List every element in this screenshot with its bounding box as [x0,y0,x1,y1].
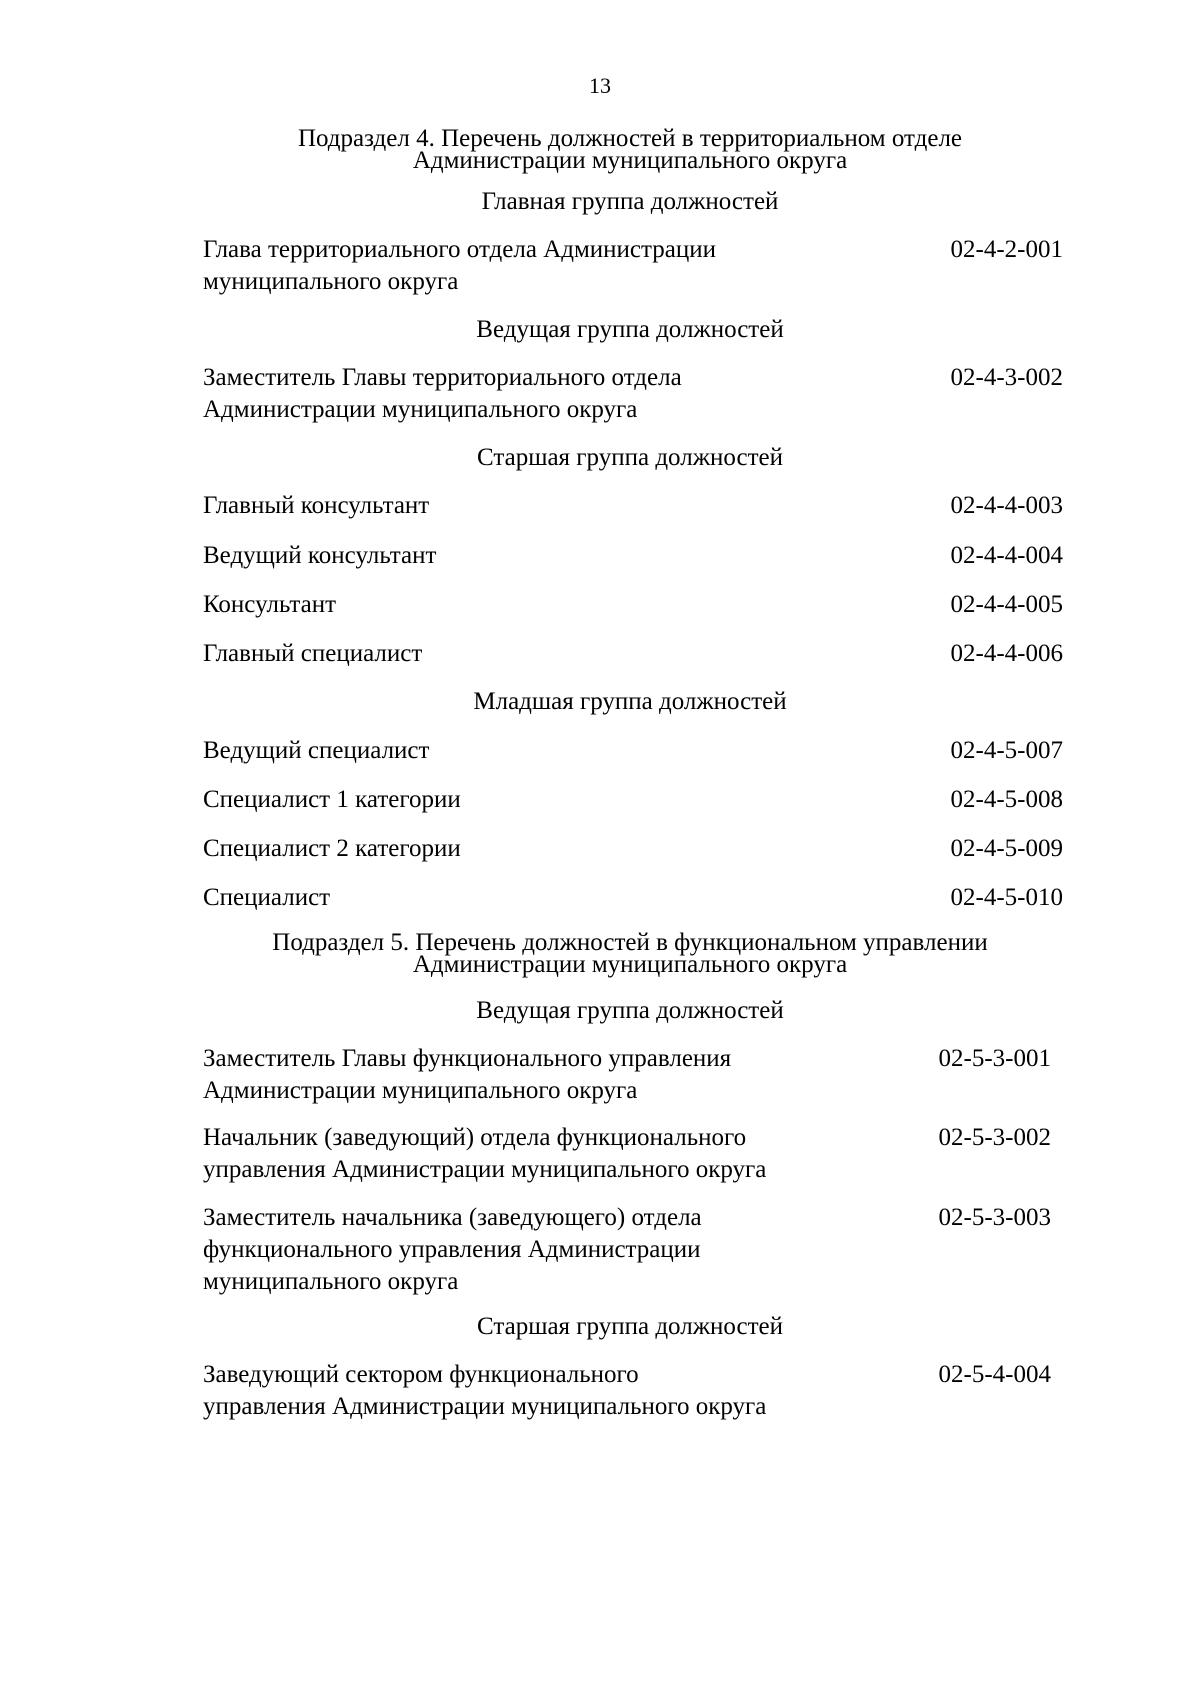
position-row [203,362,1063,432]
position-name-line: Заместитель Главы территориального отдела [203,364,682,391]
subsection-5-title-line2: Администрации муниципального округа [412,951,848,978]
position-code: 02-4-4-004 [950,542,1063,569]
position-name-line: муниципального округа [203,268,459,295]
position-name: Консультант [203,591,337,618]
position-name [203,362,863,426]
position-row [203,1202,1063,1302]
group-heading-junior: Младшая группа должностей [473,688,787,715]
position-name-line: Заместитель начальника (заведующего) отдела [203,1204,702,1231]
position-name-line: Начальник (заведующий) отдела функционального [203,1124,747,1151]
position-code: 02-4-5-010 [950,884,1063,911]
subsection-5-title [200,929,1060,978]
position-name: Специалист 2 категории [203,835,461,862]
position-code: 02-5-3-001 [938,1045,1051,1072]
position-code: 02-4-2-001 [950,236,1063,263]
position-name [203,1202,863,1298]
group-heading-senior: Старшая группа должностей [477,1313,783,1340]
position-code: 02-4-3-002 [950,364,1063,391]
subsection-4-title-line1: Подраздел 4. Перечень должностей в территориальном отделе [297,125,963,152]
position-code: 02-4-4-003 [950,492,1063,519]
group-heading-senior: Старшая группа должностей [477,444,783,471]
position-code: 02-4-4-005 [950,591,1063,618]
position-code: 02-4-5-009 [950,835,1063,862]
position-name: Ведущий специалист [203,737,430,764]
position-row [203,1043,1063,1113]
position-name-line: муниципального округа [203,1268,459,1295]
position-name-line: Заведующий сектором функционального [203,1361,639,1388]
group-heading-leading: Ведущая группа должностей [476,997,784,1024]
position-name [203,234,863,298]
position-name-line: Заместитель Главы функционального управления [203,1045,732,1072]
position-name: Специалист 1 категории [203,786,461,813]
position-row [203,234,1063,304]
position-row [203,1122,1063,1192]
position-name-line: Администрации муниципального округа [203,396,638,423]
subsection-5-title-line1: Подраздел 5. Перечень должностей в функциональном управлении [272,929,988,956]
position-code: 02-4-5-007 [950,737,1063,764]
position-code: 02-5-3-002 [938,1124,1051,1151]
position-name: Ведущий консультант [203,542,437,569]
position-name: Главный консультант [203,492,430,519]
position-code: 02-4-5-008 [950,786,1063,813]
page-number: 13 [589,73,611,98]
position-name [203,1359,863,1423]
position-code: 02-5-4-004 [938,1361,1051,1388]
group-heading-leading: Ведущая группа должностей [476,316,784,343]
position-name: Специалист [203,884,331,911]
subsection-4-title-line2: Администрации муниципального округа [412,147,848,174]
position-name: Главный специалист [203,640,423,667]
position-name-line: Администрации муниципального округа [203,1077,638,1104]
position-name-line: управления Администрации муниципального округа [203,1393,767,1420]
position-name-line: функционального управления Администрации [203,1236,701,1263]
group-heading-main: Главная группа должностей [481,188,779,215]
position-name-line: управления Администрации муниципального округа [203,1156,767,1183]
position-name [203,1043,863,1107]
position-name-line: Глава территориального отдела Администрации [203,236,716,263]
position-name [203,1122,863,1186]
position-row [203,1359,1063,1429]
subsection-4-title [200,125,1060,174]
position-code: 02-5-3-003 [938,1204,1051,1231]
position-code: 02-4-4-006 [950,640,1063,667]
